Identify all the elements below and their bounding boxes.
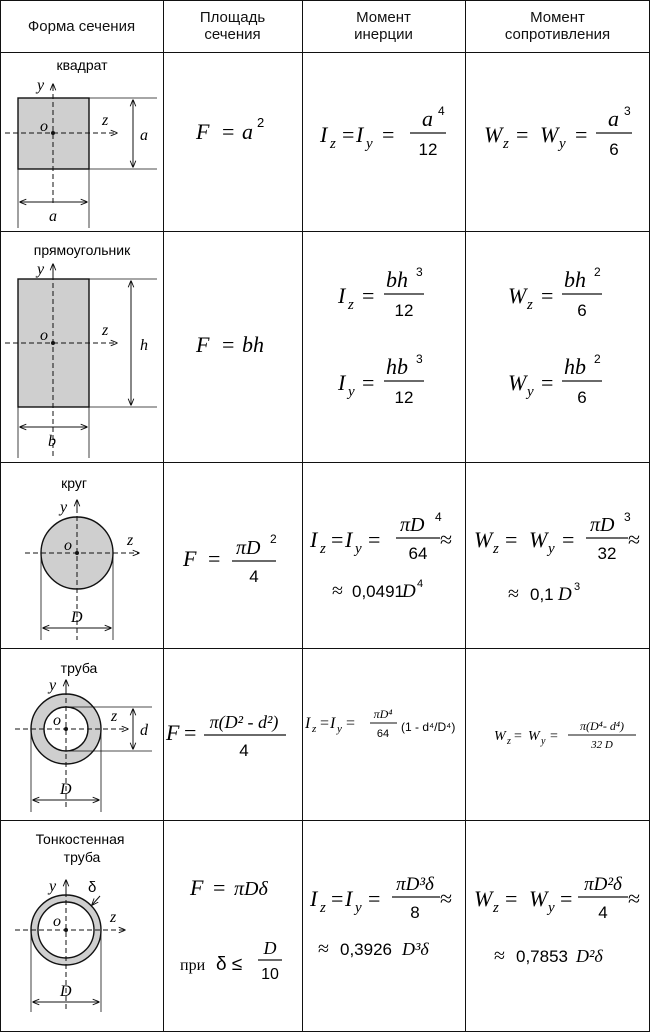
svg-text:π(D² - d²): π(D² - d²) (209, 712, 279, 732)
area-formula-thin-tube (180, 875, 282, 983)
svg-text:F: F (196, 332, 210, 357)
circle-figure (25, 499, 139, 640)
svg-text:I: I (338, 370, 346, 395)
svg-text:10: 10 (261, 966, 279, 983)
row-circle (25, 475, 640, 640)
svg-text:=: = (362, 283, 375, 308)
modulus-formula-tube (494, 719, 636, 751)
svg-text:12: 12 (394, 301, 414, 320)
svg-text:z: z (493, 900, 499, 916)
row-rectangle (5, 242, 602, 458)
svg-text:6: 6 (577, 301, 587, 320)
svg-text:0,7853: 0,7853 (516, 947, 568, 966)
axis-label-y: y (60, 499, 68, 516)
svg-text:I: I (310, 886, 318, 911)
svg-text:W: W (529, 527, 548, 552)
dim-label-d: d (140, 722, 148, 739)
inertia-formula-square (319, 104, 446, 159)
svg-text:y: y (366, 136, 373, 152)
svg-text:=: = (541, 370, 554, 395)
shape-name-circle: круг (61, 475, 87, 491)
svg-text:y: y (355, 541, 362, 557)
svg-text:W: W (508, 283, 527, 308)
svg-text:y: y (337, 723, 342, 735)
axis-label-z: z (110, 909, 117, 926)
axis-label-z: z (127, 532, 134, 549)
svg-text:δ ≤: δ ≤ (216, 954, 243, 975)
svg-text:(1 - d⁴/D⁴): (1 - d⁴/D⁴) (401, 720, 456, 734)
svg-text:0,3926: 0,3926 (340, 940, 392, 959)
row-thin-tube (15, 831, 640, 1012)
svg-text:πD: πD (590, 514, 615, 536)
thin-tube-figure (15, 878, 125, 1012)
header-inertia: Момент инерции (354, 9, 413, 43)
svg-text:I: I (338, 283, 346, 308)
svg-text:=: = (560, 886, 573, 911)
origin-label: o (40, 118, 48, 135)
square-figure (5, 77, 157, 228)
modulus-formula-square (484, 104, 632, 159)
origin-label: o (64, 537, 72, 554)
svg-text:y: y (559, 136, 566, 152)
svg-text:I: I (330, 715, 336, 732)
svg-text:D: D (558, 584, 572, 605)
dim-label-b: b (48, 433, 56, 450)
svg-text:y: y (548, 541, 555, 557)
svg-text:y: y (527, 384, 534, 400)
dim-label-D: D (60, 781, 72, 798)
svg-text:y: y (348, 384, 355, 400)
svg-text:2: 2 (594, 352, 601, 366)
svg-text:≈: ≈ (494, 945, 505, 967)
row-square (5, 57, 632, 228)
svg-text:πD⁴: πD⁴ (373, 707, 393, 721)
svg-text:=: = (213, 875, 226, 900)
svg-text:W: W (484, 122, 503, 147)
svg-text:F: F (196, 119, 210, 144)
svg-text:z: z (320, 541, 326, 557)
svg-text:4: 4 (438, 104, 445, 118)
row-tube (15, 660, 636, 812)
svg-text:=: = (505, 527, 518, 552)
svg-text:≈: ≈ (628, 886, 641, 911)
svg-text:=: = (222, 332, 235, 357)
svg-text:≈: ≈ (440, 886, 453, 911)
svg-text:a: a (422, 106, 433, 131)
svg-text:4: 4 (598, 903, 608, 922)
svg-text:W: W (540, 122, 559, 147)
svg-text:=: = (320, 715, 330, 732)
thin-tube-line1: Тонкостенная (35, 831, 125, 847)
svg-text:2: 2 (257, 115, 265, 130)
axis-label-y: y (49, 677, 57, 694)
svg-text:W: W (508, 370, 527, 395)
svg-text:z: z (320, 900, 326, 916)
dim-label-a-bottom: a (49, 208, 57, 225)
svg-text:I: I (345, 527, 353, 552)
origin-label: o (53, 712, 61, 729)
tube-figure (15, 677, 152, 812)
svg-text:=: = (514, 729, 522, 744)
svg-text:=: = (184, 720, 197, 745)
dim-label-D: D (71, 609, 83, 626)
svg-text:F: F (183, 546, 197, 571)
svg-text:y: y (355, 900, 362, 916)
dim-label-h: h (140, 337, 148, 354)
shape-name-thin-tube (36, 831, 129, 865)
svg-text:3: 3 (574, 581, 581, 593)
svg-text:≈: ≈ (508, 583, 519, 605)
svg-text:=: = (346, 715, 356, 732)
svg-text:z: z (348, 297, 354, 313)
svg-text:4: 4 (249, 567, 259, 586)
svg-text:≈: ≈ (332, 580, 343, 602)
dim-label-a: a (140, 127, 148, 144)
svg-text:=: = (562, 527, 575, 552)
axis-label-y: y (37, 77, 45, 94)
rectangle-figure (5, 261, 157, 458)
svg-text:=: = (516, 122, 529, 147)
svg-text:a: a (608, 106, 619, 131)
svg-text:=: = (550, 729, 558, 744)
svg-text:4: 4 (417, 578, 424, 590)
svg-text:6: 6 (609, 140, 619, 159)
svg-text:W: W (494, 729, 506, 744)
modulus-formula-circle (474, 510, 640, 605)
svg-text:W: W (529, 886, 548, 911)
svg-text:=: = (575, 122, 588, 147)
modulus-formula-rectangle (508, 265, 602, 407)
svg-text:64: 64 (376, 728, 390, 740)
dim-label-delta: δ (88, 879, 97, 896)
svg-text:bh: bh (564, 267, 586, 292)
svg-text:πDδ: πDδ (234, 878, 268, 900)
axis-label-z: z (111, 708, 118, 725)
svg-text:=: = (541, 283, 554, 308)
thickness-arrow (92, 896, 100, 905)
svg-text:3: 3 (624, 104, 631, 118)
svg-text:hb: hb (386, 354, 408, 379)
svg-text:πD: πD (236, 537, 261, 559)
svg-text:32: 32 (597, 544, 617, 563)
svg-text:4: 4 (435, 510, 442, 524)
axis-label-z: z (102, 322, 109, 339)
svg-text:F: F (190, 875, 204, 900)
shape-name-tube: труба (60, 660, 98, 676)
svg-text:hb: hb (564, 354, 586, 379)
svg-text:12: 12 (394, 388, 414, 407)
svg-text:bh: bh (386, 267, 408, 292)
svg-text:=: = (222, 119, 235, 144)
svg-text:=: = (331, 886, 344, 911)
svg-text:=: = (331, 527, 344, 552)
svg-text:D³δ: D³δ (402, 939, 429, 959)
svg-text:D²δ: D²δ (576, 946, 603, 966)
axis-label-y: y (49, 878, 57, 895)
area-formula-circle (182, 532, 277, 586)
area-formula-tube (165, 712, 286, 760)
svg-text:z: z (493, 541, 499, 557)
inertia-formula-rectangle (337, 265, 424, 407)
dim-label-D: D (60, 983, 72, 1000)
svg-text:=: = (505, 886, 518, 911)
svg-text:≈: ≈ (440, 527, 453, 552)
inertia-formula-tube (304, 707, 455, 740)
svg-text:4: 4 (239, 741, 249, 760)
shape-name-rectangle: прямоугольник (33, 242, 131, 258)
origin-label: o (53, 913, 61, 930)
svg-text:z: z (312, 723, 317, 735)
svg-text:bh: bh (242, 332, 264, 357)
svg-text:y: y (548, 900, 555, 916)
svg-text:12: 12 (418, 140, 438, 159)
area-formula-rectangle (195, 332, 264, 357)
thin-tube-line2: труба (63, 849, 101, 865)
axis-label-y: y (37, 261, 45, 278)
svg-text:6: 6 (577, 388, 587, 407)
svg-text:=: = (208, 546, 221, 571)
inertia-formula-thin-tube (309, 874, 452, 960)
shape-name-square: квадрат (56, 57, 108, 73)
inertia-formula-circle (309, 510, 452, 602)
svg-text:z: z (507, 736, 511, 747)
svg-text:a: a (242, 119, 253, 144)
svg-text:8: 8 (410, 903, 420, 922)
svg-text:64: 64 (408, 544, 428, 563)
svg-text:W: W (474, 527, 493, 552)
svg-text:=: = (368, 527, 381, 552)
svg-text:D: D (402, 581, 416, 602)
svg-text:z: z (330, 136, 336, 152)
svg-text:πD²δ: πD²δ (584, 874, 622, 895)
modulus-formula-thin-tube (474, 874, 640, 967)
svg-text:πD³δ: πD³δ (396, 874, 434, 895)
axis-label-z: z (102, 112, 109, 129)
svg-text:32 D: 32 D (591, 739, 613, 751)
svg-text:3: 3 (416, 352, 423, 366)
svg-text:3: 3 (416, 265, 423, 279)
svg-text:0,1: 0,1 (530, 585, 554, 604)
svg-text:=: = (362, 370, 375, 395)
svg-text:при: при (180, 957, 206, 974)
svg-text:W: W (528, 729, 540, 744)
svg-text:≈: ≈ (628, 527, 641, 552)
svg-text:π(D⁴- d⁴): π(D⁴- d⁴) (579, 719, 625, 733)
svg-text:3: 3 (624, 510, 631, 524)
svg-text:y: y (541, 736, 546, 747)
svg-text:I: I (356, 122, 364, 147)
svg-text:=: = (368, 886, 381, 911)
svg-text:2: 2 (270, 532, 277, 546)
svg-text:=: = (382, 122, 395, 147)
header-area: Площадь сечения (199, 9, 266, 43)
svg-text:I: I (345, 886, 353, 911)
svg-text:πD: πD (400, 514, 425, 536)
area-formula-square (195, 115, 264, 144)
svg-text:0,0491: 0,0491 (352, 582, 404, 601)
header-shape: Форма сечения (27, 17, 136, 35)
svg-text:F: F (166, 720, 180, 745)
svg-text:2: 2 (594, 265, 601, 279)
header-modulus: Момент сопротивления (504, 9, 611, 43)
svg-text:=: = (342, 122, 355, 147)
origin-label: o (40, 327, 48, 344)
svg-text:z: z (527, 297, 533, 313)
svg-text:z: z (503, 136, 509, 152)
svg-text:≈: ≈ (318, 938, 329, 960)
svg-text:W: W (474, 886, 493, 911)
svg-text:D: D (263, 938, 277, 958)
svg-text:I: I (305, 715, 311, 732)
svg-text:I: I (310, 527, 318, 552)
svg-text:I: I (320, 122, 328, 147)
